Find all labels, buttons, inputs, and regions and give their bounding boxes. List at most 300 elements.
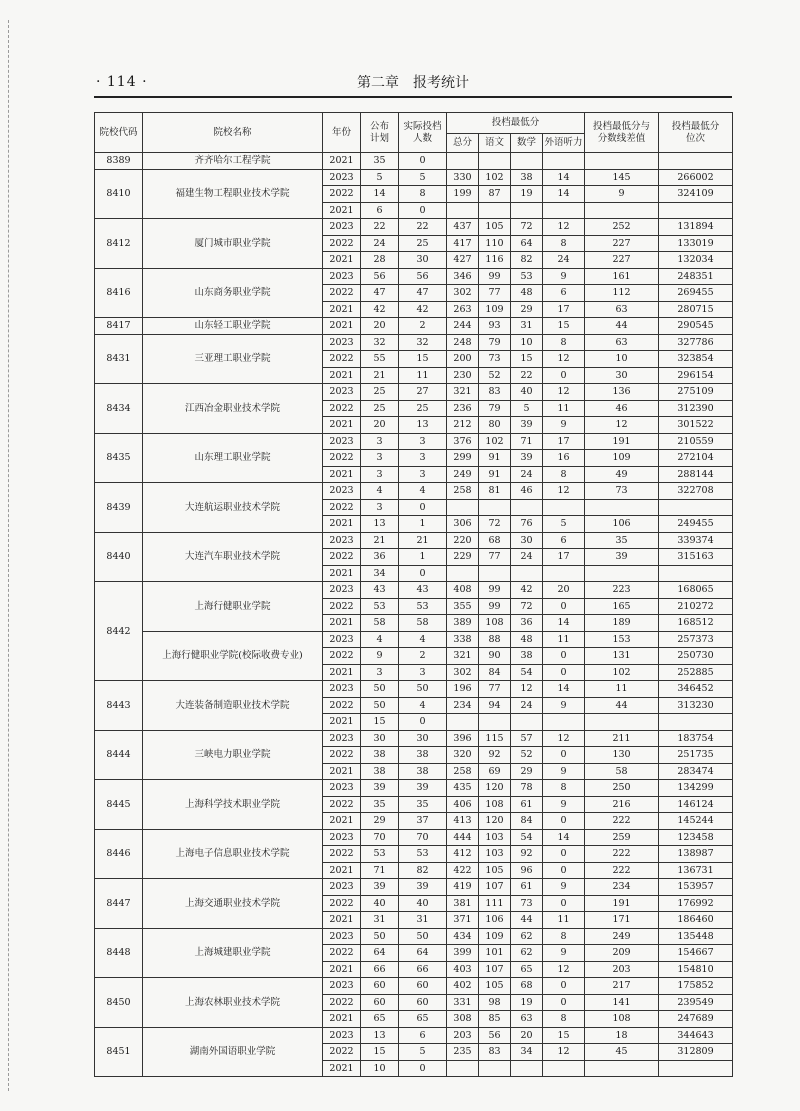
total-score: 230 (447, 367, 479, 384)
planned: 15 (361, 1044, 399, 1061)
year: 2023 (323, 879, 361, 896)
planned: 66 (361, 961, 399, 978)
school-code: 8451 (95, 1027, 143, 1077)
listening-score: 17 (543, 301, 585, 318)
score-diff: 44 (585, 697, 659, 714)
math-score: 57 (511, 730, 543, 747)
score-diff: 189 (585, 615, 659, 632)
total-score: 236 (447, 400, 479, 417)
table-row (95, 829, 733, 846)
total-score: 434 (447, 928, 479, 945)
rank: 313230 (659, 697, 733, 714)
year: 2022 (323, 285, 361, 302)
chinese-score: 77 (479, 681, 511, 698)
school-code: 8448 (95, 928, 143, 978)
planned: 20 (361, 318, 399, 335)
score-diff: 35 (585, 532, 659, 549)
planned: 22 (361, 219, 399, 236)
total-score: 302 (447, 664, 479, 681)
school-code: 8450 (95, 978, 143, 1028)
chinese-score: 84 (479, 664, 511, 681)
school-name: 山东商务职业学院 (143, 268, 323, 318)
chinese-score: 81 (479, 483, 511, 500)
listening-score: 11 (543, 631, 585, 648)
math-score: 36 (511, 615, 543, 632)
score-diff: 249 (585, 928, 659, 945)
table-row (95, 532, 733, 549)
enrolled: 4 (399, 631, 447, 648)
header-listening: 外语听力 (543, 134, 585, 153)
score-diff: 222 (585, 813, 659, 830)
planned: 9 (361, 648, 399, 665)
score-diff (585, 153, 659, 170)
math-score: 38 (511, 169, 543, 186)
score-diff: 10 (585, 351, 659, 368)
math-score: 61 (511, 879, 543, 896)
enrolled: 65 (399, 1011, 447, 1028)
enrolled: 43 (399, 582, 447, 599)
year: 2023 (323, 532, 361, 549)
chinese-score: 111 (479, 895, 511, 912)
rank: 123458 (659, 829, 733, 846)
school-code: 8443 (95, 681, 143, 731)
listening-score: 9 (543, 268, 585, 285)
chinese-score: 115 (479, 730, 511, 747)
planned: 60 (361, 994, 399, 1011)
chinese-score: 120 (479, 813, 511, 830)
year: 2022 (323, 1044, 361, 1061)
school-name: 山东轻工职业学院 (143, 318, 323, 335)
year: 2023 (323, 582, 361, 599)
planned: 4 (361, 483, 399, 500)
listening-score: 9 (543, 417, 585, 434)
total-score: 235 (447, 1044, 479, 1061)
math-score: 82 (511, 252, 543, 269)
listening-score: 6 (543, 285, 585, 302)
total-score (447, 1060, 479, 1077)
admission-stats-table (94, 112, 733, 1077)
math-score: 61 (511, 796, 543, 813)
enrolled: 50 (399, 681, 447, 698)
chinese-score: 77 (479, 285, 511, 302)
school-name: 山东理工职业学院 (143, 433, 323, 483)
chinese-score: 87 (479, 186, 511, 203)
table-row (95, 928, 733, 945)
chinese-score: 110 (479, 235, 511, 252)
year: 2023 (323, 681, 361, 698)
rank: 327786 (659, 334, 733, 351)
score-diff: 108 (585, 1011, 659, 1028)
math-score: 72 (511, 219, 543, 236)
rank: 312809 (659, 1044, 733, 1061)
math-score: 52 (511, 747, 543, 764)
header-chinese: 语文 (479, 134, 511, 153)
total-score: 338 (447, 631, 479, 648)
enrolled: 82 (399, 862, 447, 879)
total-score: 381 (447, 895, 479, 912)
chinese-score: 56 (479, 1027, 511, 1044)
listening-score: 0 (543, 895, 585, 912)
rank (659, 499, 733, 516)
header-row-1 (95, 113, 733, 134)
planned: 58 (361, 615, 399, 632)
listening-score: 12 (543, 730, 585, 747)
listening-score: 0 (543, 747, 585, 764)
rank: 168512 (659, 615, 733, 632)
score-diff: 145 (585, 169, 659, 186)
planned: 3 (361, 433, 399, 450)
chinese-score: 93 (479, 318, 511, 335)
enrolled: 64 (399, 945, 447, 962)
planned: 29 (361, 813, 399, 830)
math-score: 24 (511, 697, 543, 714)
chinese-score (479, 202, 511, 219)
rank: 134299 (659, 780, 733, 797)
chinese-score: 85 (479, 1011, 511, 1028)
enrolled: 0 (399, 565, 447, 582)
table-row (95, 219, 733, 236)
table-body (95, 153, 733, 1077)
enrolled: 5 (399, 169, 447, 186)
year: 2023 (323, 219, 361, 236)
total-score: 320 (447, 747, 479, 764)
rank (659, 565, 733, 582)
total-score: 306 (447, 516, 479, 533)
listening-score: 0 (543, 978, 585, 995)
enrolled: 4 (399, 697, 447, 714)
chinese-score (479, 565, 511, 582)
chinese-score: 79 (479, 400, 511, 417)
listening-score: 14 (543, 681, 585, 698)
math-score: 24 (511, 466, 543, 483)
year: 2022 (323, 549, 361, 566)
enrolled: 53 (399, 598, 447, 615)
year: 2022 (323, 697, 361, 714)
planned: 4 (361, 631, 399, 648)
rank: 247689 (659, 1011, 733, 1028)
year: 2022 (323, 499, 361, 516)
score-diff: 106 (585, 516, 659, 533)
year: 2021 (323, 367, 361, 384)
rank: 339374 (659, 532, 733, 549)
enrolled: 15 (399, 351, 447, 368)
header-name: 院校名称 (143, 113, 323, 153)
total-score: 234 (447, 697, 479, 714)
planned: 25 (361, 384, 399, 401)
math-score: 20 (511, 1027, 543, 1044)
school-code: 8412 (95, 219, 143, 269)
rank: 251735 (659, 747, 733, 764)
listening-score: 9 (543, 879, 585, 896)
chinese-score: 83 (479, 384, 511, 401)
math-score (511, 499, 543, 516)
school-name: 上海城建职业学院 (143, 928, 323, 978)
total-score: 302 (447, 285, 479, 302)
chinese-score: 69 (479, 763, 511, 780)
math-score: 39 (511, 417, 543, 434)
school-code: 8434 (95, 384, 143, 434)
total-score (447, 499, 479, 516)
school-name: 齐齐哈尔工程学院 (143, 153, 323, 170)
math-score: 53 (511, 268, 543, 285)
enrolled: 66 (399, 961, 447, 978)
planned: 42 (361, 301, 399, 318)
planned: 34 (361, 565, 399, 582)
year: 2021 (323, 664, 361, 681)
year: 2022 (323, 895, 361, 912)
total-score: 402 (447, 978, 479, 995)
header-total: 总分 (447, 134, 479, 153)
school-name: 厦门城市职业学院 (143, 219, 323, 269)
score-diff: 112 (585, 285, 659, 302)
planned: 50 (361, 928, 399, 945)
year: 2023 (323, 780, 361, 797)
year: 2022 (323, 351, 361, 368)
score-diff: 141 (585, 994, 659, 1011)
total-score: 355 (447, 598, 479, 615)
score-diff: 217 (585, 978, 659, 995)
school-code: 8447 (95, 879, 143, 929)
score-diff: 250 (585, 780, 659, 797)
listening-score: 9 (543, 697, 585, 714)
chinese-score: 107 (479, 879, 511, 896)
rank: 290545 (659, 318, 733, 335)
score-diff: 73 (585, 483, 659, 500)
chinese-score (479, 153, 511, 170)
table-row (95, 978, 733, 995)
enrolled: 3 (399, 433, 447, 450)
math-score: 22 (511, 367, 543, 384)
planned: 64 (361, 945, 399, 962)
school-code: 8442 (95, 582, 143, 681)
total-score: 371 (447, 912, 479, 929)
chinese-score: 99 (479, 582, 511, 599)
enrolled: 56 (399, 268, 447, 285)
total-score: 331 (447, 994, 479, 1011)
chinese-score: 90 (479, 648, 511, 665)
planned: 10 (361, 1060, 399, 1077)
school-name: 大连装备制造职业技术学院 (143, 681, 323, 731)
math-score: 31 (511, 318, 543, 335)
total-score (447, 153, 479, 170)
header-rank: 投档最低分位次 (659, 113, 733, 153)
rank: 312390 (659, 400, 733, 417)
listening-score: 6 (543, 532, 585, 549)
rank: 250730 (659, 648, 733, 665)
listening-score: 0 (543, 994, 585, 1011)
table-row (95, 631, 733, 648)
year: 2023 (323, 928, 361, 945)
enrolled: 4 (399, 483, 447, 500)
chinese-score: 68 (479, 532, 511, 549)
chinese-score: 91 (479, 466, 511, 483)
table-row (95, 153, 733, 170)
listening-score: 8 (543, 780, 585, 797)
math-score: 72 (511, 598, 543, 615)
year: 2023 (323, 978, 361, 995)
table-row (95, 730, 733, 747)
enrolled: 13 (399, 417, 447, 434)
table-row (95, 318, 733, 335)
rank: 344643 (659, 1027, 733, 1044)
score-diff: 39 (585, 549, 659, 566)
school-name: 福建生物工程职业技术学院 (143, 169, 323, 219)
score-diff (585, 565, 659, 582)
enrolled: 30 (399, 730, 447, 747)
year: 2021 (323, 301, 361, 318)
school-code: 8417 (95, 318, 143, 335)
math-score: 96 (511, 862, 543, 879)
chinese-score: 103 (479, 846, 511, 863)
rank: 275109 (659, 384, 733, 401)
planned: 38 (361, 747, 399, 764)
score-diff: 58 (585, 763, 659, 780)
enrolled: 38 (399, 763, 447, 780)
enrolled: 6 (399, 1027, 447, 1044)
year: 2022 (323, 994, 361, 1011)
year: 2022 (323, 945, 361, 962)
header-enrolled: 实际投档人数 (399, 113, 447, 153)
total-score: 413 (447, 813, 479, 830)
rank: 346452 (659, 681, 733, 698)
listening-score: 15 (543, 318, 585, 335)
score-diff: 44 (585, 318, 659, 335)
math-score: 12 (511, 681, 543, 698)
math-score: 84 (511, 813, 543, 830)
score-diff: 45 (585, 1044, 659, 1061)
enrolled: 37 (399, 813, 447, 830)
enrolled: 21 (399, 532, 447, 549)
rank: 210559 (659, 433, 733, 450)
listening-score: 15 (543, 1027, 585, 1044)
year: 2021 (323, 615, 361, 632)
math-score: 54 (511, 664, 543, 681)
planned: 13 (361, 1027, 399, 1044)
listening-score: 14 (543, 615, 585, 632)
year: 2022 (323, 598, 361, 615)
listening-score: 17 (543, 549, 585, 566)
score-diff: 153 (585, 631, 659, 648)
planned: 25 (361, 400, 399, 417)
enrolled: 1 (399, 516, 447, 533)
planned: 47 (361, 285, 399, 302)
rank: 135448 (659, 928, 733, 945)
total-score: 417 (447, 235, 479, 252)
rank (659, 202, 733, 219)
chinese-score: 79 (479, 334, 511, 351)
chinese-score: 80 (479, 417, 511, 434)
rank: 186460 (659, 912, 733, 929)
chinese-score: 99 (479, 598, 511, 615)
total-score: 396 (447, 730, 479, 747)
school-code: 8410 (95, 169, 143, 219)
math-score: 44 (511, 912, 543, 929)
score-diff (585, 499, 659, 516)
total-score: 321 (447, 384, 479, 401)
school-name: 上海农林职业技术学院 (143, 978, 323, 1028)
year: 2023 (323, 433, 361, 450)
year: 2021 (323, 813, 361, 830)
year: 2023 (323, 384, 361, 401)
rank: 153957 (659, 879, 733, 896)
score-diff: 109 (585, 450, 659, 467)
chinese-score: 92 (479, 747, 511, 764)
planned: 56 (361, 268, 399, 285)
total-score: 427 (447, 252, 479, 269)
year: 2021 (323, 862, 361, 879)
enrolled: 39 (399, 780, 447, 797)
math-score: 78 (511, 780, 543, 797)
planned: 3 (361, 664, 399, 681)
score-diff: 227 (585, 252, 659, 269)
planned: 55 (361, 351, 399, 368)
total-score: 419 (447, 879, 479, 896)
listening-score: 0 (543, 813, 585, 830)
year: 2021 (323, 202, 361, 219)
math-score: 29 (511, 301, 543, 318)
score-diff: 203 (585, 961, 659, 978)
planned: 35 (361, 153, 399, 170)
score-diff: 223 (585, 582, 659, 599)
header-math: 数学 (511, 134, 543, 153)
listening-score: 12 (543, 219, 585, 236)
header-diff: 投档最低分与分数线差值 (585, 113, 659, 153)
year: 2021 (323, 763, 361, 780)
rank: 154667 (659, 945, 733, 962)
year: 2023 (323, 268, 361, 285)
enrolled: 70 (399, 829, 447, 846)
planned: 60 (361, 978, 399, 995)
school-name: 上海科学技术职业学院 (143, 780, 323, 830)
school-code: 8446 (95, 829, 143, 879)
total-score: 399 (447, 945, 479, 962)
math-score: 48 (511, 631, 543, 648)
planned: 35 (361, 796, 399, 813)
enrolled: 22 (399, 219, 447, 236)
school-name: 江西冶金职业技术学院 (143, 384, 323, 434)
planned: 31 (361, 912, 399, 929)
year: 2023 (323, 829, 361, 846)
page-header (94, 68, 732, 98)
score-diff (585, 1060, 659, 1077)
header-planned: 公布计划 (361, 113, 399, 153)
planned: 28 (361, 252, 399, 269)
chinese-score: 88 (479, 631, 511, 648)
planned: 21 (361, 532, 399, 549)
school-code: 8431 (95, 334, 143, 384)
rank: 280715 (659, 301, 733, 318)
math-score: 42 (511, 582, 543, 599)
score-diff: 171 (585, 912, 659, 929)
chinese-score: 98 (479, 994, 511, 1011)
enrolled: 2 (399, 318, 447, 335)
school-code: 8445 (95, 780, 143, 830)
total-score: 196 (447, 681, 479, 698)
chinese-score: 101 (479, 945, 511, 962)
rank (659, 714, 733, 731)
rank: 146124 (659, 796, 733, 813)
rank: 183754 (659, 730, 733, 747)
table-row (95, 681, 733, 698)
math-score: 62 (511, 928, 543, 945)
listening-score: 9 (543, 945, 585, 962)
enrolled: 42 (399, 301, 447, 318)
table-row (95, 334, 733, 351)
math-score: 65 (511, 961, 543, 978)
year: 2021 (323, 1011, 361, 1028)
math-score: 34 (511, 1044, 543, 1061)
planned: 3 (361, 450, 399, 467)
